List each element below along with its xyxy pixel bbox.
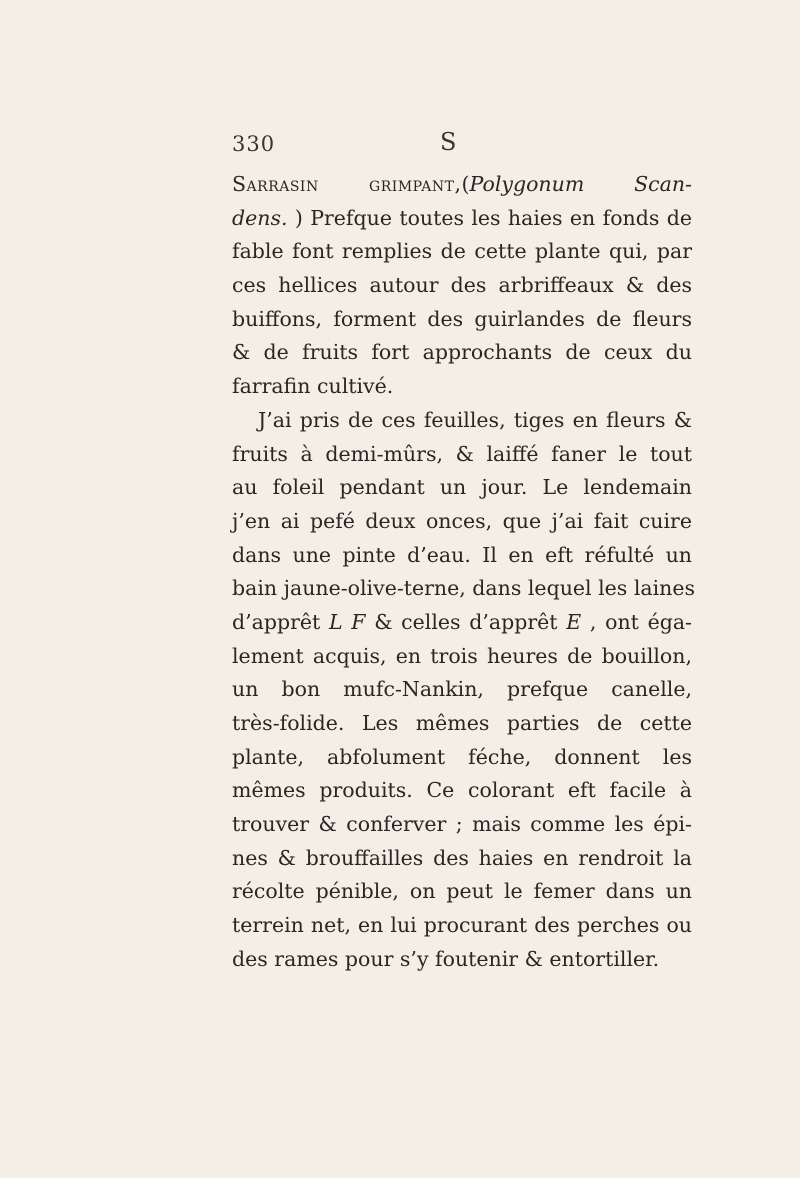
line-text: , ont éga-: [589, 609, 692, 634]
italic-label-lf: L F: [328, 609, 366, 634]
paren-open: (: [461, 172, 470, 196]
text-line: j’en ai pefé deux onces, que j’ai fait cuire: [232, 508, 692, 533]
line-text: ) Prefque toutes les haies en fonds de: [294, 205, 692, 230]
latin-name-part1: Polygonum Scan-: [469, 172, 692, 196]
italic-label-e: E: [566, 609, 582, 634]
page-header: [232, 128, 692, 164]
text-line: & de fruits fort approchants de ceux du: [232, 340, 692, 365]
entry-heading: Sarrasin grimpant,: [232, 172, 462, 196]
text-line: ces hellices autour des arbriffeaux & des: [232, 273, 692, 298]
text-line: lement acquis, en trois heures de bouillon,: [232, 643, 692, 668]
text-line: au foleil pendant un jour. Le lendemain: [232, 475, 692, 500]
text-line: des rames pour s’y foutenir & entortiller.: [232, 946, 660, 971]
text-line: bain jaune-olive-terne, dans lequel les laines: [232, 576, 696, 601]
text-line: [232, 168, 692, 202]
text-line: [232, 606, 692, 640]
text-line: un bon mufc-Nankin, prefque canelle,: [232, 677, 692, 702]
text-line: J’ai pris de ces feuilles, tiges en fleurs &: [258, 407, 692, 432]
text-line: buiffons, forment des guirlandes de fleurs: [232, 306, 692, 331]
page-body: [232, 168, 696, 977]
text-line: [232, 202, 692, 236]
latin-name-part2: dens.: [232, 205, 288, 230]
line-text: & celles d’apprêt: [374, 609, 558, 634]
text-line: terrein net, en lui procurant des perches ou: [232, 913, 692, 938]
text-line: nes & brouffailles des haies en rendroit la: [232, 845, 692, 870]
text-line: farrafin cultivé.: [232, 374, 394, 399]
text-line: récolte pénible, on peut le femer dans un: [232, 879, 692, 904]
page-number: 330: [232, 132, 276, 156]
line-text: d’apprêt: [232, 609, 321, 634]
text-line: très-folide. Les mêmes parties de cette: [232, 711, 692, 735]
text-line: fruits à demi-mûrs, & laiffé faner le tout: [232, 441, 692, 466]
text-line: mêmes produits. Ce colorant eft facile à: [232, 778, 692, 803]
text-line: plante, abfolument féche, donnent les: [232, 744, 692, 769]
text-line: trouver & conferver ; mais comme les épi-: [232, 812, 692, 837]
text-line: fable font remplies de cette plante qui, par: [232, 239, 692, 264]
text-line: dans une pinte d’eau. Il en eft réfulté un: [232, 542, 692, 567]
running-head-letter: S: [440, 128, 457, 156]
